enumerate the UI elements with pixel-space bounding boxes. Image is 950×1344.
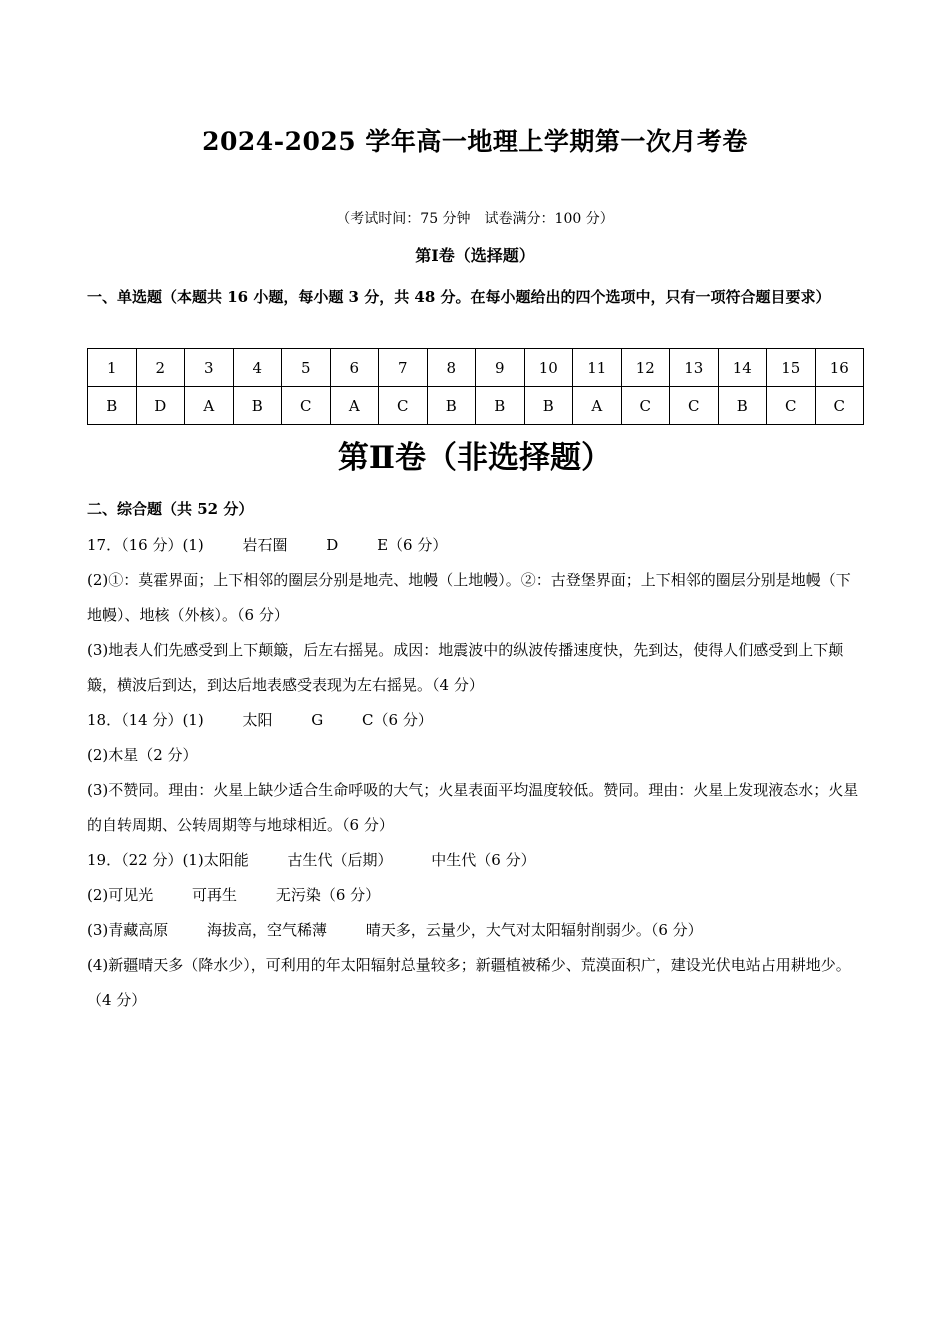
q19-answer-b: 中生代（6 分） xyxy=(431,851,536,869)
question-number-cell: 6 xyxy=(330,349,379,387)
q18-answer-a: 太阳 xyxy=(242,711,273,729)
question-number-cell: 11 xyxy=(573,349,622,387)
question-number-cell: 8 xyxy=(427,349,476,387)
q17-answer-b: D xyxy=(326,536,339,554)
answer-cell: B xyxy=(718,387,767,425)
q17-answer-c: E（6 分） xyxy=(377,536,448,554)
answer-cell: A xyxy=(573,387,622,425)
volume1-heading: 第Ⅰ卷（选择题） xyxy=(415,246,535,265)
q17-prefix: 17．（16 分）(1) xyxy=(87,536,204,554)
answer-cell: B xyxy=(476,387,525,425)
q17-part2: (2)①：莫霍界面；上下相邻的圈层分别是地壳、地幔（上地幔）。②：古登堡界面；上下相邻的圈层分别是地幔（下地幔）、地核（外核）。（6 分） xyxy=(87,571,851,624)
exam-info: （考试时间：75 分钟 试卷满分：100 分） xyxy=(336,211,614,227)
q19-part3 xyxy=(87,913,863,948)
answer-cell: B xyxy=(233,387,282,425)
question-number-cell: 1 xyxy=(88,349,137,387)
answer-table xyxy=(87,348,864,425)
q18-line1 xyxy=(87,703,863,738)
q17-line1 xyxy=(87,528,863,563)
q19-part3-b: 海拔高，空气稀薄 xyxy=(207,921,328,939)
answer-cell: C xyxy=(282,387,331,425)
answer-cell: D xyxy=(136,387,185,425)
question-number-cell: 5 xyxy=(282,349,331,387)
q19-part4: (4)新疆晴天多（降水少），可利用的年太阳辐射总量较多；新疆植被稀少、荒漠面积广，建设光伏电站占用耕地少。（4 分） xyxy=(87,956,851,1009)
answer-cell: C xyxy=(815,387,864,425)
q19-answer-a: 古生代（后期） xyxy=(287,851,393,869)
question-number-cell: 9 xyxy=(476,349,525,387)
answer-cell: C xyxy=(379,387,428,425)
q17-part3: (3)地表人们先感受到上下颠簸，后左右摇晃。成因：地震波中的纵波传播速度快，先到达，使得人们感受到上下颠簸，横波后到达，到达后地表感受表现为左右摇晃。（4 分） xyxy=(87,641,844,694)
q19-part2-b: 可再生 xyxy=(192,886,238,904)
q17-answer-a: 岩石圈 xyxy=(242,536,288,554)
question-number-cell: 10 xyxy=(524,349,573,387)
answer-table-answer-row xyxy=(88,387,864,425)
question-number-cell: 16 xyxy=(815,349,864,387)
answer-cell: C xyxy=(621,387,670,425)
answer-cell: C xyxy=(670,387,719,425)
answer-table-number-row xyxy=(88,349,864,387)
q19-line1 xyxy=(87,843,863,878)
question-number-cell: 12 xyxy=(621,349,670,387)
q18-part3: (3)不赞同。理由：火星上缺少适合生命呼吸的大气；火星表面平均温度较低。赞同。理由：火星上发现液态水；火星的自转周期、公转周期等与地球相近。（6 分） xyxy=(87,781,859,834)
q19-prefix: 19．（22 分）(1)太阳能 xyxy=(87,851,249,869)
q19-part2 xyxy=(87,878,863,913)
answers-body xyxy=(87,528,863,1018)
q19-part3-a: (3)青藏高原 xyxy=(87,921,169,939)
section1-header: 一、单选题（本题共 16 小题，每小题 3 分，共 48 分。在每小题给出的四个选项中，只有一项符合题目要求） xyxy=(87,288,831,306)
q19-part2-a: (2)可见光 xyxy=(87,886,154,904)
volume2-heading: 第Ⅱ卷（非选择题） xyxy=(337,440,613,476)
section2-header: 二、综合题（共 52 分） xyxy=(87,500,254,518)
question-number-cell: 13 xyxy=(670,349,719,387)
question-number-cell: 15 xyxy=(767,349,816,387)
question-number-cell: 7 xyxy=(379,349,428,387)
question-number-cell: 4 xyxy=(233,349,282,387)
q18-part2: (2)木星（2 分） xyxy=(87,746,198,764)
question-number-cell: 3 xyxy=(185,349,234,387)
answer-cell: B xyxy=(88,387,137,425)
answer-cell: A xyxy=(185,387,234,425)
q18-answer-b: G xyxy=(311,711,324,729)
question-number-cell: 14 xyxy=(718,349,767,387)
answer-cell: B xyxy=(524,387,573,425)
page-title: 2024-2025 学年高一地理上学期第一次月考卷 xyxy=(202,127,748,156)
q19-part3-c: 晴天多，云量少，大气对太阳辐射削弱少。（6 分） xyxy=(365,921,703,939)
answer-cell: B xyxy=(427,387,476,425)
q18-answer-c: C（6 分） xyxy=(362,711,433,729)
question-number-cell: 2 xyxy=(136,349,185,387)
q18-prefix: 18．（14 分）(1) xyxy=(87,711,204,729)
answer-cell: C xyxy=(767,387,816,425)
q19-part2-c: 无污染（6 分） xyxy=(275,886,381,904)
answer-cell: A xyxy=(330,387,379,425)
